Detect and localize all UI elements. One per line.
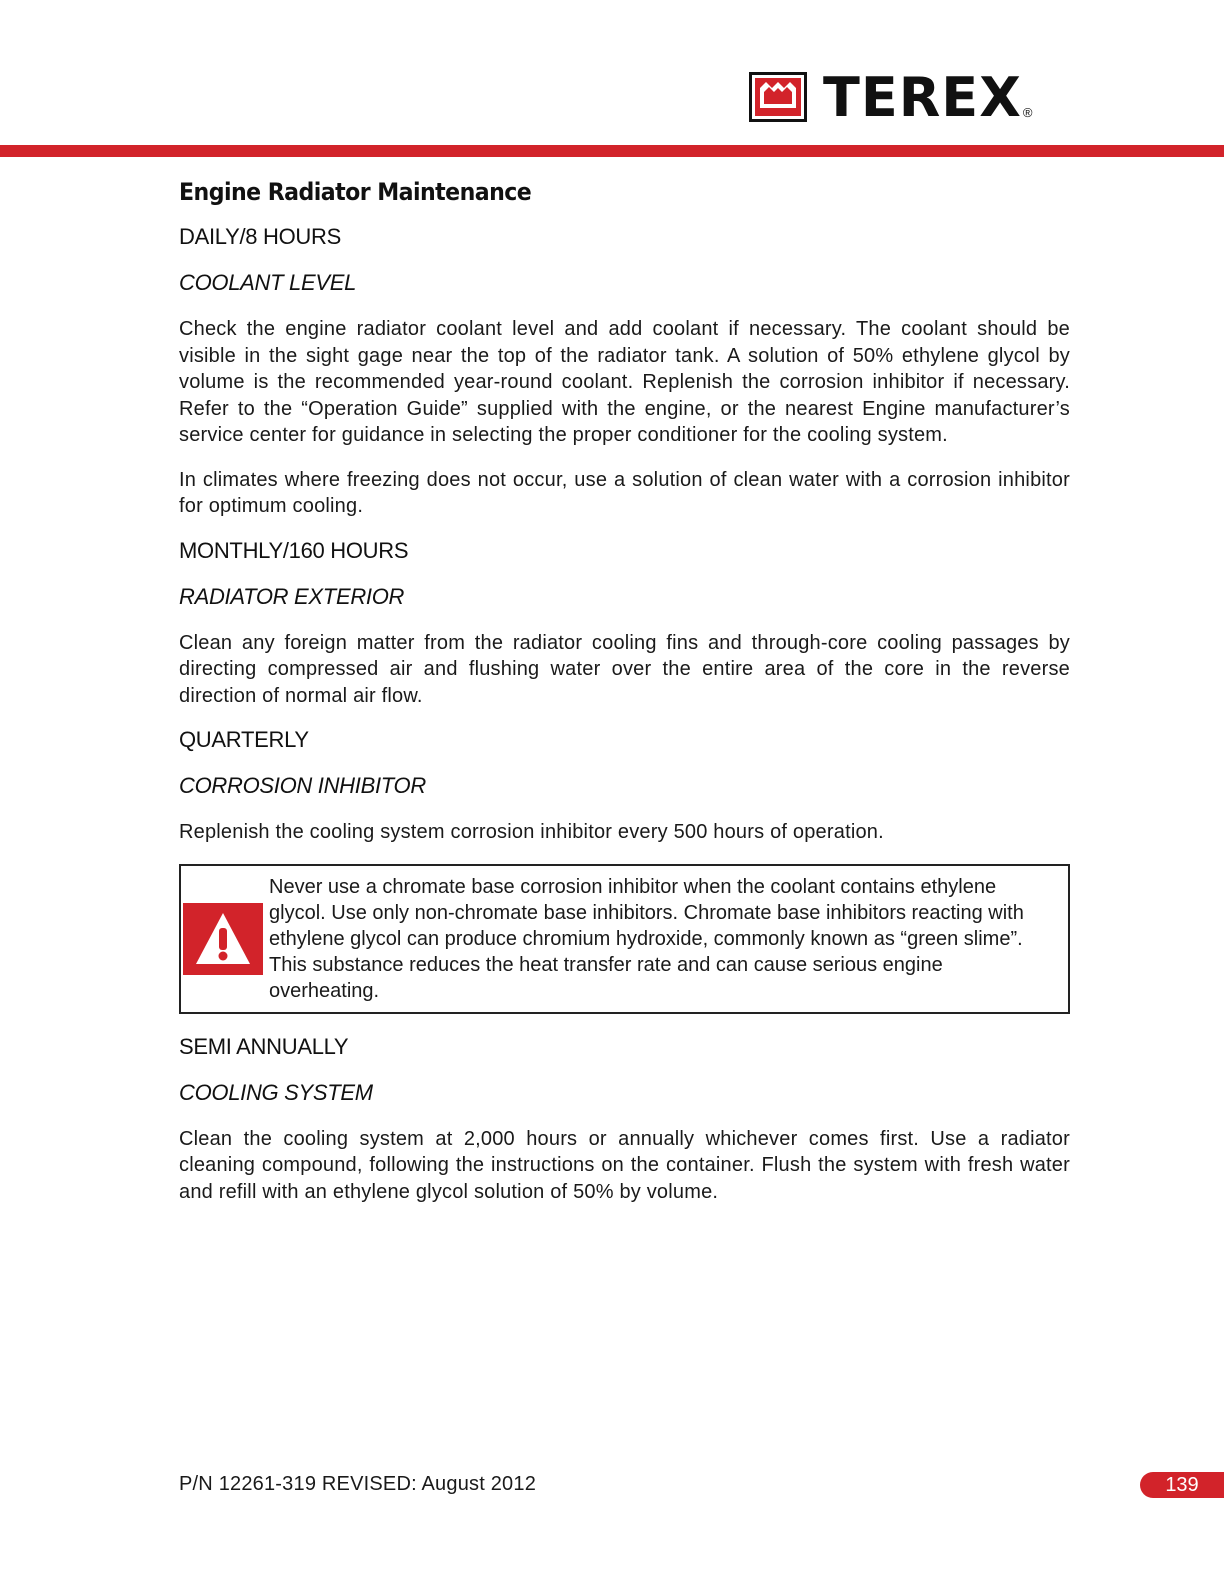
paragraph-climates: In climates where freezing does not occur, use a solution of clean water with a corrosion inhibitor for optimum cooling. bbox=[179, 468, 1070, 517]
paragraph-radiator-exterior: Clean any foreign matter from the radiator cooling fins and through-core cooling passages by directing compressed air and flushing water over the entire area of the core in the reverse direction of normal air flow. bbox=[179, 631, 1070, 707]
footer-part-number: P/N 12261-319 REVISED: August 2012 bbox=[179, 1473, 537, 1495]
section-subheading-coolant-level: COOLANT LEVEL bbox=[179, 270, 357, 295]
section-subheading-cooling-system: COOLING SYSTEM bbox=[179, 1079, 373, 1105]
warning-text: Never use a chromate base corrosion inhibitor when the coolant contains ethylene glycol. Use only non-chromate base inhibitors. Chromate base inhibitors reacting with ethylene glycol can produce chromium hydroxide, commonly known as “green slime”. This substance reduces the heat transfer rate and can cause serious engine overheating. bbox=[269, 875, 1024, 1002]
paragraph-cooling-system: Clean the cooling system at 2,000 hours or annually whichever comes first. Use a radiator cleaning compound, following the instructions on the container. Flush the system with fresh water and refill with an ethylene glycol solution of 50% by volume. bbox=[179, 1127, 1070, 1203]
section-interval-semi-annually: SEMI ANNUALLY bbox=[179, 1033, 349, 1059]
terex-logo bbox=[749, 66, 1033, 129]
paragraph-corrosion-inhibitor: Replenish the cooling system corrosion inhibitor every 500 hours of operation. bbox=[179, 821, 884, 843]
section-subheading-radiator-exterior: RADIATOR EXTERIOR bbox=[179, 583, 405, 609]
header-red-bar bbox=[0, 145, 1224, 157]
brand-name: TEREX bbox=[823, 66, 1022, 129]
section-interval-monthly: MONTHLY/160 HOURS bbox=[179, 537, 409, 563]
warning-triangle-icon bbox=[183, 903, 263, 975]
section-interval-quarterly: QUARTERLY bbox=[179, 727, 309, 752]
registered-mark: ® bbox=[1022, 105, 1033, 120]
section-interval-daily: DAILY/8 HOURS bbox=[179, 224, 341, 249]
paragraph-coolant-level: Check the engine radiator coolant level and add coolant if necessary. The coolant should be visible in the sight gage near the top of the radiator tank. A solution of 50% ethylene glycol by volume is the recommended year-round coolant. Replenish the corrosion inhibitor if necessary. Refer to the “Operation Guide” supplied with the engine, or the nearest Engine manufacturer’s service center for guidance in selecting the proper conditioner for the cooling system. bbox=[179, 318, 1070, 446]
page-number-badge: 139 bbox=[1140, 1472, 1224, 1498]
section-subheading-corrosion-inhibitor: CORROSION INHIBITOR bbox=[179, 773, 426, 798]
page-content bbox=[179, 178, 1070, 1223]
warning-box bbox=[179, 864, 1070, 1014]
page-title: Engine Radiator Maintenance bbox=[179, 178, 532, 206]
terex-crown-icon bbox=[749, 72, 807, 122]
